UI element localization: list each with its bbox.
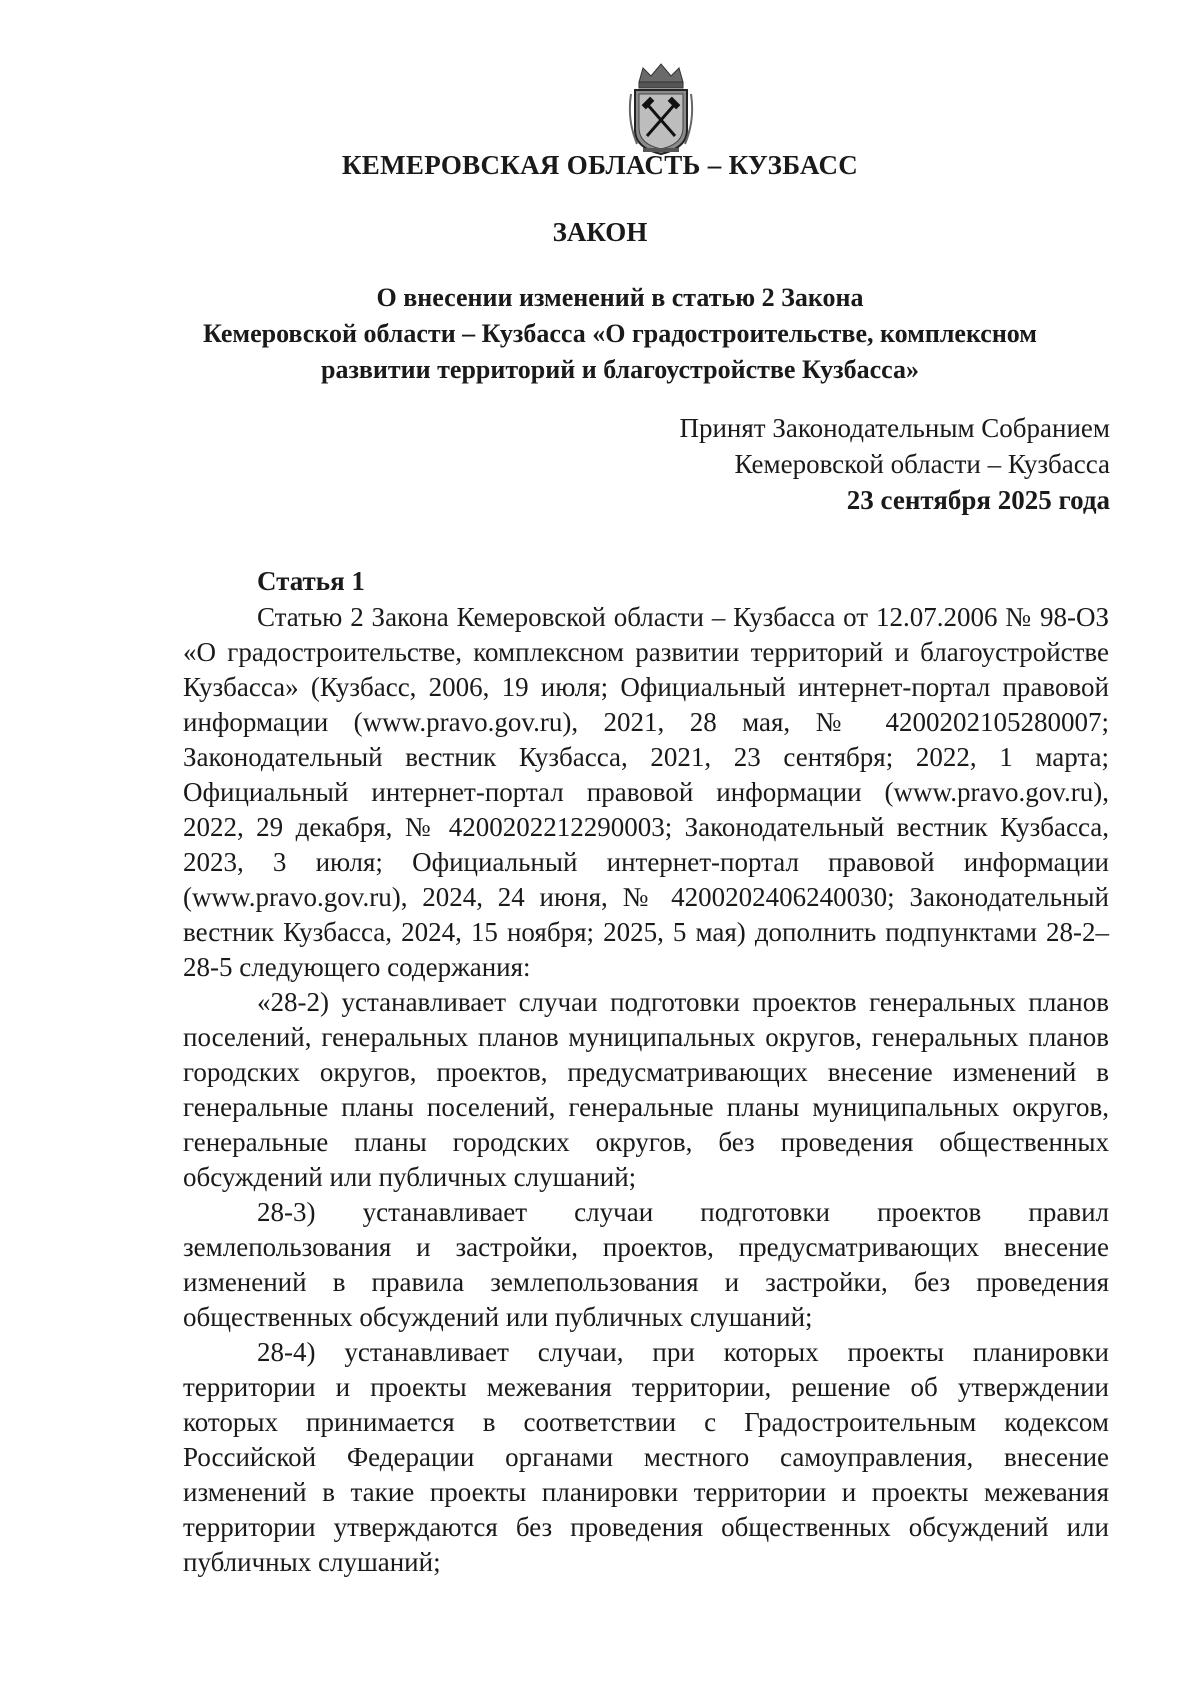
law-title-line: развитии территорий и благоустройстве Кузбасса» xyxy=(320,355,920,384)
adoption-date: 23 сентября 2025 года xyxy=(846,485,1110,515)
article-paragraph: 28-3) устанавливает случаи подготовки проектов правил землепользования и застройки, проектов, предусматривающих внесение изменений в правила землепользования и застройки, без проведения общественных обсуждений или публичных слушаний; xyxy=(183,1197,1109,1332)
article-heading: Статья 1 xyxy=(257,566,365,596)
law-title-line: Кемеровской области – Кузбасса «О градостроительстве, комплексном xyxy=(202,319,1038,348)
document-type-heading: ЗАКОН xyxy=(552,217,648,247)
adoption-line: Кемеровской области – Кузбасса xyxy=(734,449,1110,479)
article-body xyxy=(183,600,1109,1580)
article-paragraph: 28-4) устанавливает случаи, при которых проекты планировки территории и проекты межевания территории, решение об утверждении которых принимается в соответствии с Градостроительным кодексом Российской Федерации органами местного самоуправления, внесение изменений в такие проекты планировки территории и проекты межевания территории утверждаются без проведения общественных обсуждений или публичных слушаний; xyxy=(183,1337,1109,1577)
article-paragraph: Статью 2 Закона Кемеровской области – Кузбасса от 12.07.2006 № 98-ОЗ «О градостроительстве, комплексном развитии территорий и благоустройстве Кузбасса» (Кузбасс, 2006, 19 июля; Официальный интернет-портал правовой информации (www.pravo.gov.ru), 2021, 28 мая, № 4200202105280007; Законодательный вестник Кузбасса, 2021, 23 сентября; 2022, 1 марта; Официальный интернет-портал правовой информации (www.pravo.gov.ru), 2022, 29 декабря, № 4200202212290003; Законодательный вестник Кузбасса, 2023, 3 июля; Официальный интернет-портал правовой информации (www.pravo.gov.ru), 2024, 24 июня, № 4200202406240030; Законодательный вестник Кузбасса, 2024, 15 ноября; 2025, 5 мая) дополнить подпунктами 28-2–28-5 следующего содержания: xyxy=(183,602,1109,982)
law-title-line: О внесении изменений в статью 2 Закона xyxy=(376,283,864,312)
article-paragraph: «28-2) устанавливает случаи подготовки проектов генеральных планов поселений, генеральных планов муниципальных округов, генеральных планов городских округов, проектов, предусматривающих внесение изменений в генеральные планы поселений, генеральные планы муниципальных округов, генеральные планы городских округов, без проведения общественных обсуждений или публичных слушаний; xyxy=(183,987,1109,1192)
kuzbass-coat-of-arms-icon xyxy=(625,60,697,156)
law-title xyxy=(150,280,1090,388)
adoption-line: Принят Законодательным Собранием xyxy=(679,413,1110,443)
adoption-block xyxy=(679,410,1110,518)
region-heading: КЕМЕРОВСКАЯ ОБЛАСТЬ – КУЗБАСС xyxy=(341,150,859,180)
